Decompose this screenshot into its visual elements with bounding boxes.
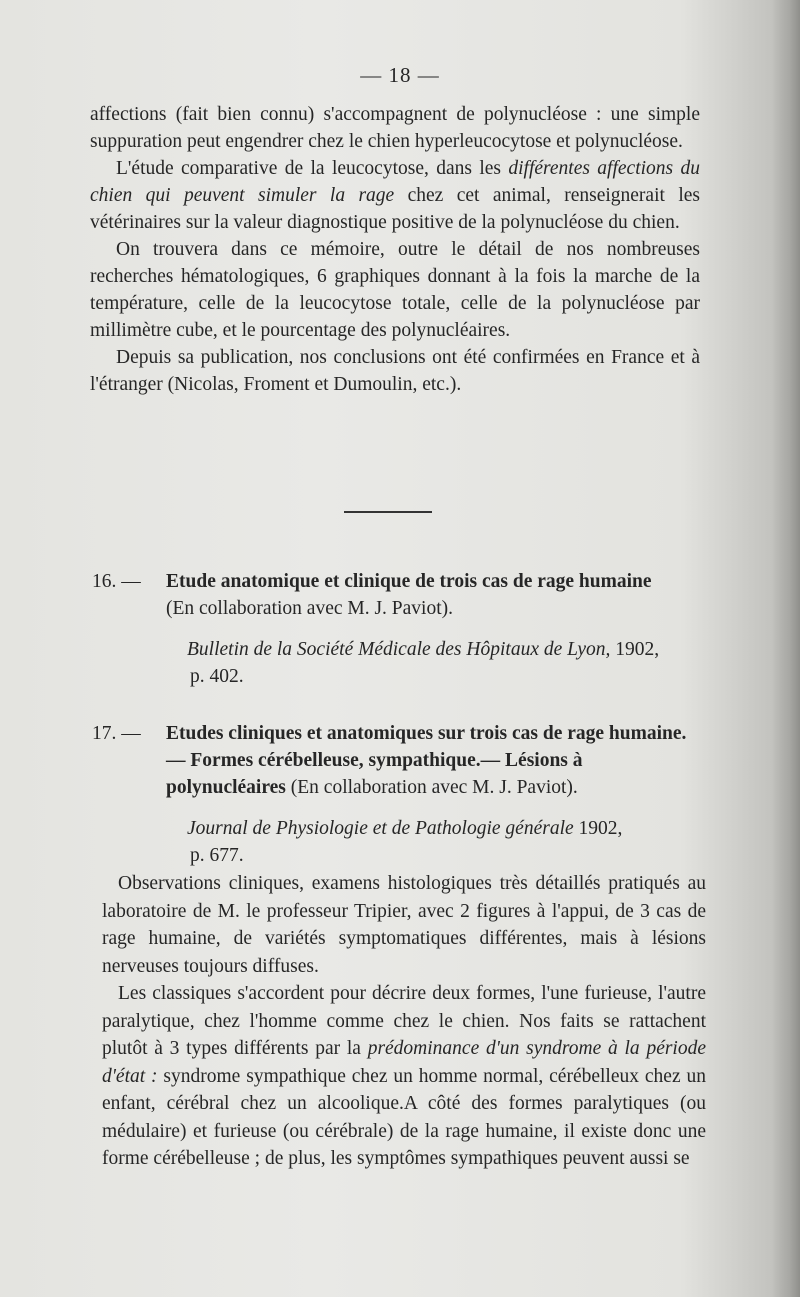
entry-17-heading — [92, 720, 700, 801]
bibliography-entry-17 — [92, 720, 700, 869]
page-number-header: — 18 — — [360, 63, 440, 87]
entry-16-collaboration: (En collaboration avec M. J. Paviot). — [166, 598, 454, 619]
entry-17-number: 17. — — [92, 723, 141, 744]
entry-16-pages: p. 402. — [190, 666, 244, 687]
intro-paragraph-2-end: chez cet animal, renseignerait les vétérinaires sur la valeur diagnostique positive de la polynucléose du chien. — [90, 185, 700, 233]
bibliography-entry-16 — [92, 568, 700, 690]
intro-paragraph-2 — [90, 155, 700, 236]
summary-paragraph-1: Observations cliniques, examens histologiques très détaillés pratiqués au laboratoire de M. le professeur Tripier, avec 2 figures à l'appui, de 3 cas de rage humaine, de variétés symptomatiques différentes, mais à lésions nerveuses toujours diffuses. — [102, 873, 706, 977]
entry-16-number: 16. — — [92, 571, 141, 592]
entry-17-journal: Journal de Physiologie et de Pathologie générale — [187, 818, 574, 839]
intro-paragraph-4: Depuis sa publication, nos conclusions ont été confirmées en France et à l'étranger (Nicolas, Froment et Dumoulin, etc.). — [90, 347, 700, 395]
entry-17-reference — [187, 815, 700, 842]
intro-paragraph-3: On trouvera dans ce mémoire, outre le détail de nos nombreuses recherches hématologiques, 6 graphiques donnant à la fois la marche de la température, celle de la leucocytose totale, celle de la polynucléose par millimètre cube, et le pourcentage des polynucléaires. — [90, 239, 700, 341]
intro-paragraph-2-start: L'étude comparative de la leucocytose, dans les — [116, 158, 509, 179]
entry-16-reference — [187, 636, 700, 663]
entry-17-collaboration: (En collaboration avec M. J. Paviot). — [290, 777, 578, 798]
entry-17-title — [166, 720, 700, 801]
summary-paragraph-2-start: Les classiques s'accordent pour décrire deux formes, l'une furieuse, l'autre paralytique, chez l'homme comme chez le chien. Nos faits se rattachent plutôt à 3 types différents par la — [102, 983, 706, 1059]
summary-paragraph-2-end: syndrome sympathique chez un homme normal, cérébelleux chez un enfant, cérébral chez un alcoolique.A côté des formes paralytiques (ou médulaire) et furieuse (ou cérébrale) de la rage humaine, il existe donc une forme cérébelleuse ; de plus, les symptômes sympathiques peuvent aussi se — [102, 1065, 706, 1169]
entry-16-year: 1902, — [615, 639, 660, 660]
entry-16-journal: Bulletin de la Société Médicale des Hôpitaux de Lyon, — [187, 639, 611, 660]
summary-paragraph-2-emphasis: prédominance d'un syndrome à la période d'état : — [102, 1038, 707, 1087]
summary-text-block — [102, 870, 706, 1173]
section-divider — [344, 511, 432, 513]
page-edge-shadow — [772, 0, 800, 1297]
entry-16-title-bold: Etude anatomique et clinique de trois cas de rage humaine — [166, 571, 652, 592]
intro-paragraph-1: affections (fait bien connu) s'accompagnent de polynucléose : une simple suppuration peut engendrer chez le chien hyperleucocytose et polynucléose. — [90, 104, 700, 152]
intro-paragraph-2-emphasis: différentes affections du chien qui peuvent simuler la rage — [90, 158, 700, 206]
entry-17-pages: p. 677. — [190, 845, 244, 866]
entry-17-year: 1902, — [578, 818, 623, 839]
summary-paragraph-2 — [102, 980, 706, 1173]
entry-16-title — [166, 568, 700, 622]
entry-16-heading — [92, 568, 700, 622]
intro-text-block — [90, 101, 700, 398]
entry-17-title-bold: Etudes cliniques et anatomiques sur trois cas de rage humaine.— Formes cérébelleuse, sympathique.— Lésions à polynucléaires — [166, 723, 687, 798]
